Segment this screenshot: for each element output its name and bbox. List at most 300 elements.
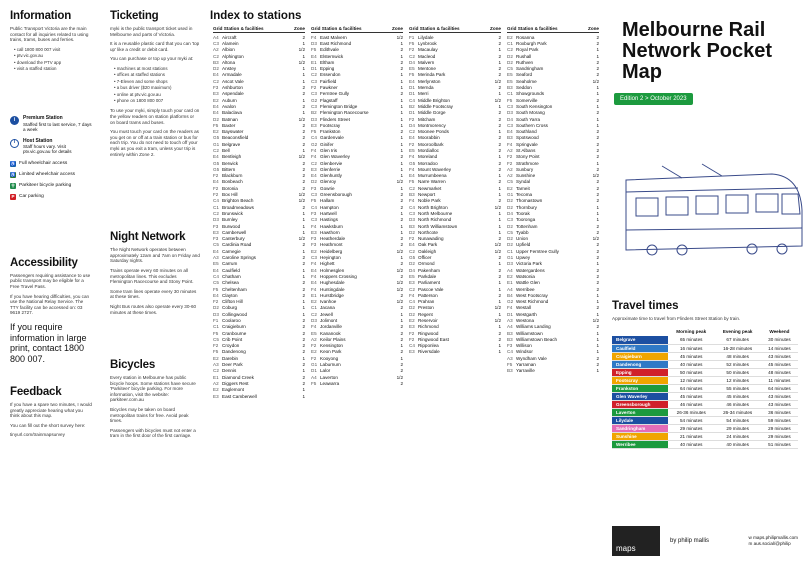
station-row xyxy=(409,135,501,141)
ticketing-p5: You must touch your card on the readers as you get on or off at a train station or bus for each trip. You do not need to touch off your myki as you exit a tram, unless your trip is entirely within Zone 2. xyxy=(110,129,199,157)
grid-ref: C2 xyxy=(507,47,513,53)
grid-ref: B2 xyxy=(409,103,415,109)
station-row xyxy=(311,229,403,235)
station-row xyxy=(213,103,305,109)
zone: 2 xyxy=(596,267,599,273)
station-name: Willison xyxy=(516,343,532,349)
train-illustration xyxy=(622,150,804,260)
zone: 1 xyxy=(498,349,501,355)
grid-ref: E4 xyxy=(409,135,415,141)
zone: 1/2 xyxy=(396,248,403,254)
grid-ref: C3 xyxy=(213,40,219,46)
station-row xyxy=(507,217,599,223)
zone: 1 xyxy=(302,97,305,103)
station-row xyxy=(311,191,403,197)
zone: 1/2 xyxy=(298,236,305,242)
station-row xyxy=(213,298,305,304)
zone: 1 xyxy=(302,229,305,235)
station-row xyxy=(507,84,599,90)
travel-times-heading: Travel times xyxy=(612,300,679,312)
zone: 1 xyxy=(596,336,599,342)
zone: 1 xyxy=(596,53,599,59)
feedback-text: If you have a spare two minutes, I would greatly appreciate hearing what you think about this map. xyxy=(10,402,92,419)
grid-ref: F4 xyxy=(507,141,513,147)
zone: 2 xyxy=(302,280,305,286)
zone: 2 xyxy=(498,160,501,166)
zone: 2 xyxy=(302,129,305,135)
station-name: Glenferrie xyxy=(320,166,341,172)
grid-ref: F2 xyxy=(507,160,513,166)
grid-ref: A4 xyxy=(311,374,317,380)
station-name: East Richmond xyxy=(320,40,352,46)
grid-ref: D1 xyxy=(507,311,513,317)
station-name: West Footscray xyxy=(516,292,548,298)
legend-bike xyxy=(10,183,92,189)
zone: 1 xyxy=(400,318,403,323)
grid-ref: E2 xyxy=(213,129,219,135)
grid-ref: E2 xyxy=(213,387,219,393)
grid-ref: F2 xyxy=(213,299,219,305)
travel-time: 45 minutes xyxy=(761,360,798,368)
station-row xyxy=(213,368,305,374)
station-name: Frankston xyxy=(320,129,341,135)
station-name: Jordanville xyxy=(320,324,342,330)
grid-ref: A2 xyxy=(507,173,513,179)
travel-time: 46 minutes xyxy=(668,400,714,408)
station-row xyxy=(409,53,501,59)
station-row xyxy=(409,286,501,292)
station-row xyxy=(507,273,599,279)
station-row xyxy=(409,128,501,134)
grid-ref: E4 xyxy=(213,154,219,160)
station-row xyxy=(311,116,403,122)
station-row xyxy=(409,185,501,191)
grid-ref: F2 xyxy=(409,236,415,242)
station-name: Toorak xyxy=(516,210,530,216)
station-name: Williamstown Beach xyxy=(516,336,558,342)
grid-ref: C2 xyxy=(409,129,415,135)
grid-ref: E4 xyxy=(213,267,219,273)
station-name: Boronia xyxy=(222,185,238,191)
zone: 2 xyxy=(400,324,403,330)
zone: 1 xyxy=(400,311,403,317)
station-name: Heathmont xyxy=(320,242,343,248)
station-row xyxy=(311,236,403,242)
zone: 2 xyxy=(302,141,305,147)
station-name: Spotswood xyxy=(516,135,539,141)
station-row xyxy=(213,349,305,355)
grid-station-header: Grid Station & facilities xyxy=(507,26,558,31)
zone: 1 xyxy=(498,311,501,317)
grid-ref: G2 xyxy=(311,141,318,147)
grid-ref: C2 xyxy=(409,53,415,59)
zone: 1 xyxy=(498,185,501,191)
grid-ref: C1 xyxy=(507,248,513,254)
station-name: Chelsea xyxy=(222,280,239,286)
grid-ref: G1 xyxy=(507,255,514,261)
travel-time: 55 minutes xyxy=(714,384,760,392)
line-name: Greensborough xyxy=(612,400,668,408)
station-name: Croydon xyxy=(222,343,240,349)
grid-ref: E4 xyxy=(311,53,317,59)
grid-ref: F5 xyxy=(409,179,415,185)
station-name: Flemington Racecourse xyxy=(320,110,369,116)
station-name: South Kensington xyxy=(516,103,553,109)
ticketing-heading: Ticketing xyxy=(110,10,159,22)
zone: 1 xyxy=(400,53,403,59)
grid-ref: D3 xyxy=(507,261,513,267)
zone: 2 xyxy=(302,85,305,91)
grid-ref: C4 xyxy=(409,299,415,305)
station-row xyxy=(311,47,403,53)
grid-ref: F5 xyxy=(311,47,317,53)
grid-ref: F4 xyxy=(311,273,317,279)
station-row xyxy=(507,40,599,46)
legend-label: Parkiteer bicycle parking xyxy=(19,183,72,189)
grid-ref: C1 xyxy=(213,324,219,330)
station-name: Ripponlea xyxy=(418,343,439,349)
zone: 2 xyxy=(596,59,599,65)
zone: 2 xyxy=(596,110,599,116)
station-row xyxy=(409,311,501,317)
station-row xyxy=(507,280,599,286)
station-name: Keon Park xyxy=(320,349,342,355)
zone: 1 xyxy=(400,116,403,122)
grid-ref: E4 xyxy=(409,242,415,248)
station-row xyxy=(311,336,403,342)
station-row xyxy=(507,361,599,367)
station-name: Craigieburn xyxy=(222,324,246,330)
grid-ref: F5 xyxy=(213,349,219,355)
zone: 1 xyxy=(400,160,403,166)
zone: 2 xyxy=(498,116,501,122)
station-row xyxy=(409,336,501,342)
grid-ref: E4 xyxy=(213,103,219,109)
grid-ref: C5 xyxy=(507,179,513,185)
purchase-place: • machines at most stations xyxy=(114,66,200,72)
zone: 2 xyxy=(498,110,501,116)
grid-ref: D2 xyxy=(409,229,415,235)
grid-ref: D2 xyxy=(507,53,513,59)
night-network-heading: Night Network xyxy=(110,231,186,244)
grid-ref: F5 xyxy=(507,362,513,368)
zone: 1 xyxy=(596,343,599,349)
zone: 1/2 xyxy=(592,236,599,242)
station-name: Springvale xyxy=(516,141,538,147)
zone: 1 xyxy=(596,122,599,128)
station-row xyxy=(507,103,599,109)
station-name: Riversdale xyxy=(418,349,440,355)
zone: 1 xyxy=(498,154,501,160)
station-name: Canterbury xyxy=(222,236,245,242)
station-row xyxy=(213,204,305,210)
station-name: Moreland xyxy=(418,154,438,160)
host-station-icon: i xyxy=(10,139,19,148)
station-row xyxy=(213,198,305,204)
zone: 2 xyxy=(302,362,305,368)
travel-time: 52 minutes xyxy=(714,360,760,368)
travel-time: 16 minutes xyxy=(668,344,714,352)
station-name: Hoppers Crossing xyxy=(320,273,357,279)
premium-station-legend xyxy=(10,116,92,132)
station-row xyxy=(507,229,599,235)
station-name: Oakleigh xyxy=(418,248,437,254)
station-name: Burwood xyxy=(222,223,241,229)
travel-time: 64 minutes xyxy=(761,384,798,392)
station-row xyxy=(311,179,403,185)
column-header: Evening peak xyxy=(722,329,753,334)
station-name: Avalon xyxy=(222,103,236,109)
table-header-row xyxy=(612,327,798,336)
grid-ref: A4 xyxy=(213,34,219,40)
grid-ref: F4 xyxy=(311,154,317,160)
station-name: Eltham xyxy=(320,59,335,65)
line-name: Craigieburn xyxy=(612,352,668,360)
station-name: Heatherdale xyxy=(320,236,346,242)
table-row xyxy=(612,416,798,424)
ticketing-panel xyxy=(108,0,204,570)
grid-ref: F5 xyxy=(213,122,219,128)
station-name: Baxter xyxy=(222,122,236,128)
line-name: Dandenong xyxy=(612,360,668,368)
zone: 1 xyxy=(302,53,305,59)
grid-ref: E2 xyxy=(213,97,219,103)
station-name: Glenroy xyxy=(320,179,337,185)
station-name: Mount Waverley xyxy=(418,166,452,172)
zone: 2 xyxy=(498,236,501,242)
station-name: Bayswater xyxy=(222,129,244,135)
grid-station-header: Grid Station & facilities xyxy=(213,26,264,31)
station-name: Mentone xyxy=(418,66,436,72)
column-header xyxy=(612,327,668,336)
station-name: Kooyong xyxy=(320,355,339,361)
station-row xyxy=(409,179,501,185)
column-header: Weekend xyxy=(769,329,790,334)
station-row xyxy=(409,91,501,97)
grid-ref: F1 xyxy=(213,318,219,323)
zone: 1 xyxy=(400,223,403,229)
station-name: Bentleigh xyxy=(222,154,242,160)
grid-ref: E4 xyxy=(213,110,219,116)
grid-ref: F5 xyxy=(213,286,219,292)
grid-ref: D3 xyxy=(213,217,219,223)
travel-time: 43 minutes xyxy=(761,400,798,408)
table-row xyxy=(612,400,798,408)
feedback-text-2: You can fill out the short survey here: xyxy=(10,422,86,428)
zone: 1/2 xyxy=(396,286,403,292)
station-row xyxy=(507,47,599,53)
zone: 1 xyxy=(302,72,305,78)
zone: 1/2 xyxy=(494,318,501,323)
grid-ref: F4 xyxy=(311,324,317,330)
station-row xyxy=(311,380,403,386)
station-name: Newport xyxy=(418,192,436,198)
zone: 2 xyxy=(302,380,305,386)
grid-ref: E2 xyxy=(507,273,513,279)
station-name: Malvern xyxy=(418,59,435,65)
station-row xyxy=(213,154,305,160)
grid-ref: C3 xyxy=(507,103,513,109)
station-row xyxy=(409,210,501,216)
feedback-url[interactable]: tinyurl.com/trainmapsurvey xyxy=(10,432,65,438)
zone: 1 xyxy=(498,286,501,292)
station-row xyxy=(409,147,501,153)
zone: 2 xyxy=(400,236,403,242)
travel-times-table xyxy=(612,327,798,449)
station-row xyxy=(409,141,501,147)
line-name: Frankston xyxy=(612,384,668,392)
zone: 2 xyxy=(498,135,501,141)
zone: 2 xyxy=(498,166,501,172)
table-row xyxy=(612,424,798,432)
station-name: Upwey xyxy=(516,255,531,261)
station-row xyxy=(311,72,403,78)
ticketing-p3: You can purchase or top up your myki at: xyxy=(110,56,194,62)
station-row xyxy=(213,160,305,166)
night-network-p4: Night Bus routes also operate every 30-60 minutes at these times. xyxy=(110,303,197,315)
grid-ref: C1 xyxy=(311,305,317,311)
grid-ref: C4 xyxy=(409,97,415,103)
station-name: Kensington xyxy=(320,343,343,349)
zone: 1 xyxy=(302,40,305,46)
zone: 2 xyxy=(302,34,305,40)
parking-icon: P xyxy=(11,194,15,200)
grid-ref: F5 xyxy=(311,380,317,386)
zone: 2 xyxy=(596,286,599,292)
station-row xyxy=(311,141,403,147)
zone: 1 xyxy=(596,299,599,305)
grid-ref: D4 xyxy=(409,59,415,65)
grid-ref: F5 xyxy=(409,72,415,78)
station-row xyxy=(311,267,403,273)
grid-ref: D1 xyxy=(311,66,317,72)
station-index-column xyxy=(406,26,504,399)
station-name: Edithvale xyxy=(320,47,339,53)
station-row xyxy=(213,185,305,191)
station-row xyxy=(213,147,305,153)
station-row xyxy=(311,147,403,153)
station-name: Williams Landing xyxy=(516,324,551,330)
grid-ref: A2 xyxy=(213,47,219,53)
grid-ref: D2 xyxy=(507,204,513,210)
station-name: Bonbeach xyxy=(222,179,243,185)
edition-badge: Edition 2 > October 2023 xyxy=(614,93,693,105)
grid-ref: F4 xyxy=(311,261,317,267)
station-row xyxy=(213,330,305,336)
station-row xyxy=(311,355,403,361)
grid-ref: E1 xyxy=(213,374,219,380)
grid-ref: C5 xyxy=(507,229,513,235)
grid-ref: C2 xyxy=(409,286,415,292)
station-name: Coburg xyxy=(222,305,238,311)
station-name: Tooronga xyxy=(516,217,536,223)
station-name: Syndal xyxy=(516,179,531,185)
grid-ref: E5 xyxy=(507,78,513,84)
station-row xyxy=(213,166,305,172)
station-name: Clayton xyxy=(222,292,238,298)
station-row xyxy=(213,280,305,286)
station-index-panel xyxy=(210,0,602,570)
station-row xyxy=(409,84,501,90)
station-row xyxy=(213,91,305,97)
zone: 2 xyxy=(596,192,599,198)
station-name: Roxburgh Park xyxy=(516,40,547,46)
station-row xyxy=(311,103,403,109)
table-row xyxy=(612,336,798,344)
grid-ref: C3 xyxy=(507,122,513,128)
station-row xyxy=(409,229,501,235)
station-row xyxy=(311,349,403,355)
grid-ref: E3 xyxy=(311,166,317,172)
station-row xyxy=(311,248,403,254)
station-row xyxy=(409,116,501,122)
station-name: Mernda xyxy=(418,85,434,91)
station-name: Highett xyxy=(320,261,335,267)
grid-ref: F4 xyxy=(311,34,317,40)
grid-ref: A2 xyxy=(507,147,513,153)
bicycles-heading: Bicycles xyxy=(110,359,156,372)
social-link[interactable]: m aus.social/@philip xyxy=(748,541,791,546)
station-name: Alamein xyxy=(222,40,239,46)
zone: 2 xyxy=(302,103,305,109)
travel-time: 29 minutes xyxy=(668,424,714,432)
station-name: East Camberwell xyxy=(222,393,257,399)
station-name: North Richmond xyxy=(418,217,452,223)
zone: 1 xyxy=(400,355,403,361)
grid-ref: C2 xyxy=(409,248,415,254)
purchase-place: • phone on 1800 800 007 xyxy=(114,98,200,104)
station-row xyxy=(213,110,305,116)
station-row xyxy=(507,223,599,229)
zone: 2 xyxy=(400,217,403,223)
grid-ref: E1 xyxy=(311,292,317,298)
grid-ref: B2 xyxy=(311,110,317,116)
host-station-title: Host Station xyxy=(23,137,53,144)
footer-links xyxy=(748,535,798,547)
zone: 1 xyxy=(596,330,599,336)
zone: 1 xyxy=(498,192,501,198)
station-row xyxy=(507,116,599,122)
station-row xyxy=(409,122,501,128)
station-index-column xyxy=(210,26,308,399)
zone: 2 xyxy=(596,135,599,141)
zone: 1 xyxy=(302,393,305,399)
grid-ref: E5 xyxy=(311,330,317,336)
ticketing-p2: It is a reusable plastic card that you can 'top up' like a credit or debit card. xyxy=(110,41,200,52)
station-row xyxy=(507,267,599,273)
grid-ref: C5 xyxy=(213,242,219,248)
station-name: Belgrave xyxy=(222,141,241,147)
station-row xyxy=(213,286,305,292)
travel-time: 29 minutes xyxy=(761,424,798,432)
grid-ref: E4 xyxy=(213,292,219,298)
website-link[interactable]: w maps.philipmallis.com xyxy=(748,535,798,540)
grid-ref: E5 xyxy=(213,261,219,267)
station-name: Mordialloc xyxy=(418,147,439,153)
station-name: Fairfield xyxy=(320,78,337,84)
zone: 2 xyxy=(302,286,305,292)
grid-ref: C2 xyxy=(213,147,219,153)
zone: 2 xyxy=(498,40,501,46)
station-name: Elsternwick xyxy=(320,53,344,59)
station-row xyxy=(409,173,501,179)
zone: 2 xyxy=(400,261,403,267)
station-name: Brighton Beach xyxy=(222,198,254,204)
station-name: North Williamstown xyxy=(418,223,458,229)
legend-label: Full wheelchair access xyxy=(19,161,68,167)
grid-ref: C1 xyxy=(507,91,513,97)
station-name: Altona xyxy=(222,59,236,65)
